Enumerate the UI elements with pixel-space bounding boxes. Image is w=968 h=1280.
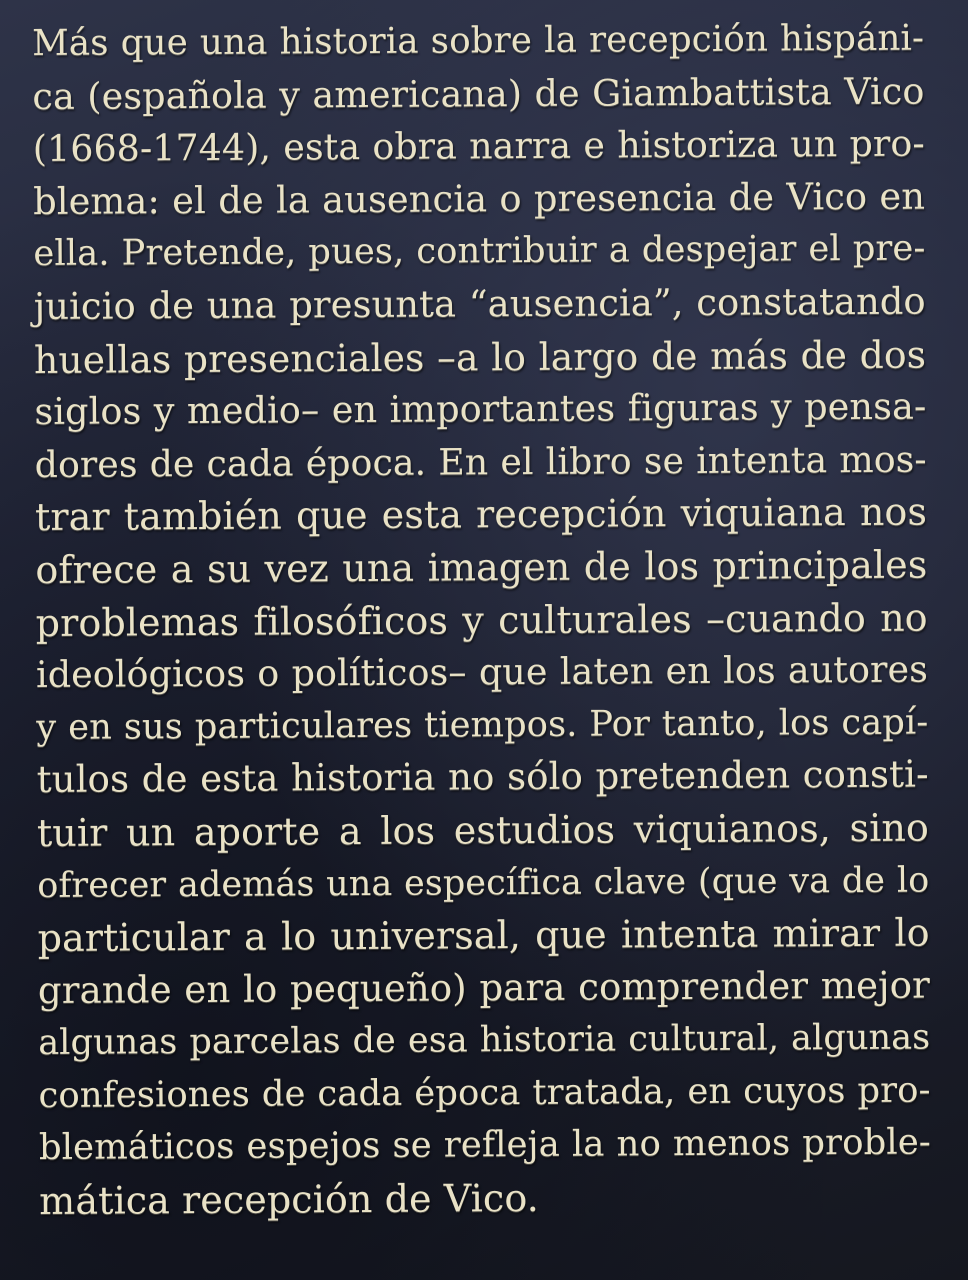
blurb-line: Más que una historia sobre la recepción hispáni-	[32, 17, 925, 64]
blurb-line: blemáticos espejos se refleja la no menos proble-	[38, 1121, 932, 1169]
blurb-line: y en sus particulares tiempos. Por tanto, los capí-	[36, 701, 929, 748]
blurb-line: ca (española y americana) de Giambattista Vico	[32, 69, 925, 118]
blurb-line: blema: el de la ausencia o presencia de Vico en	[32, 174, 926, 223]
blurb-line: tuir un aporte a los estudios viquianos, sino	[36, 805, 930, 855]
blurb-line: ofrece a su vez una imagen de los principales	[35, 542, 928, 592]
blurb-line: ideológicos o políticos– que laten en los autores	[35, 647, 929, 697]
blurb-line: ella. Pretende, pues, contribuir a despejar el pre-	[33, 227, 926, 275]
blurb-line: (1668-1744), esta obra narra e historiza un pro-	[32, 121, 925, 171]
blurb-line: huellas presenciales –a lo largo de más de dos	[33, 332, 927, 382]
blurb-line: tulos de esta historia no sólo pretenden consti-	[36, 752, 929, 802]
blurb-line: dores de cada época. En el libro se intenta mos-	[34, 437, 927, 486]
blurb-line-last: mática recepción de Vico.	[39, 1175, 539, 1224]
blurb-paragraph	[32, 13, 931, 1228]
blurb-line: particular a lo universal, que intenta mirar lo	[37, 910, 930, 961]
blurb-line: grande en lo pequeño) para comprender mejor	[37, 963, 931, 1012]
blurb-line: juicio de una presunta “ausencia”, constatando	[33, 279, 926, 328]
blurb-line: algunas parcelas de esa historia cultural, algunas	[38, 1016, 931, 1064]
blurb-line: confesiones de cada época tratada, en cuyos pro-	[38, 1069, 931, 1116]
blurb-line: ofrecer además una específica clave (que va de lo	[37, 860, 930, 906]
blurb-line: siglos y medio– en importantes figuras y pensa-	[34, 384, 927, 434]
blurb-line: problemas filosóficos y culturales –cuando no	[35, 595, 928, 645]
blurb-line: trar también que esta recepción viquiana nos	[34, 489, 928, 540]
